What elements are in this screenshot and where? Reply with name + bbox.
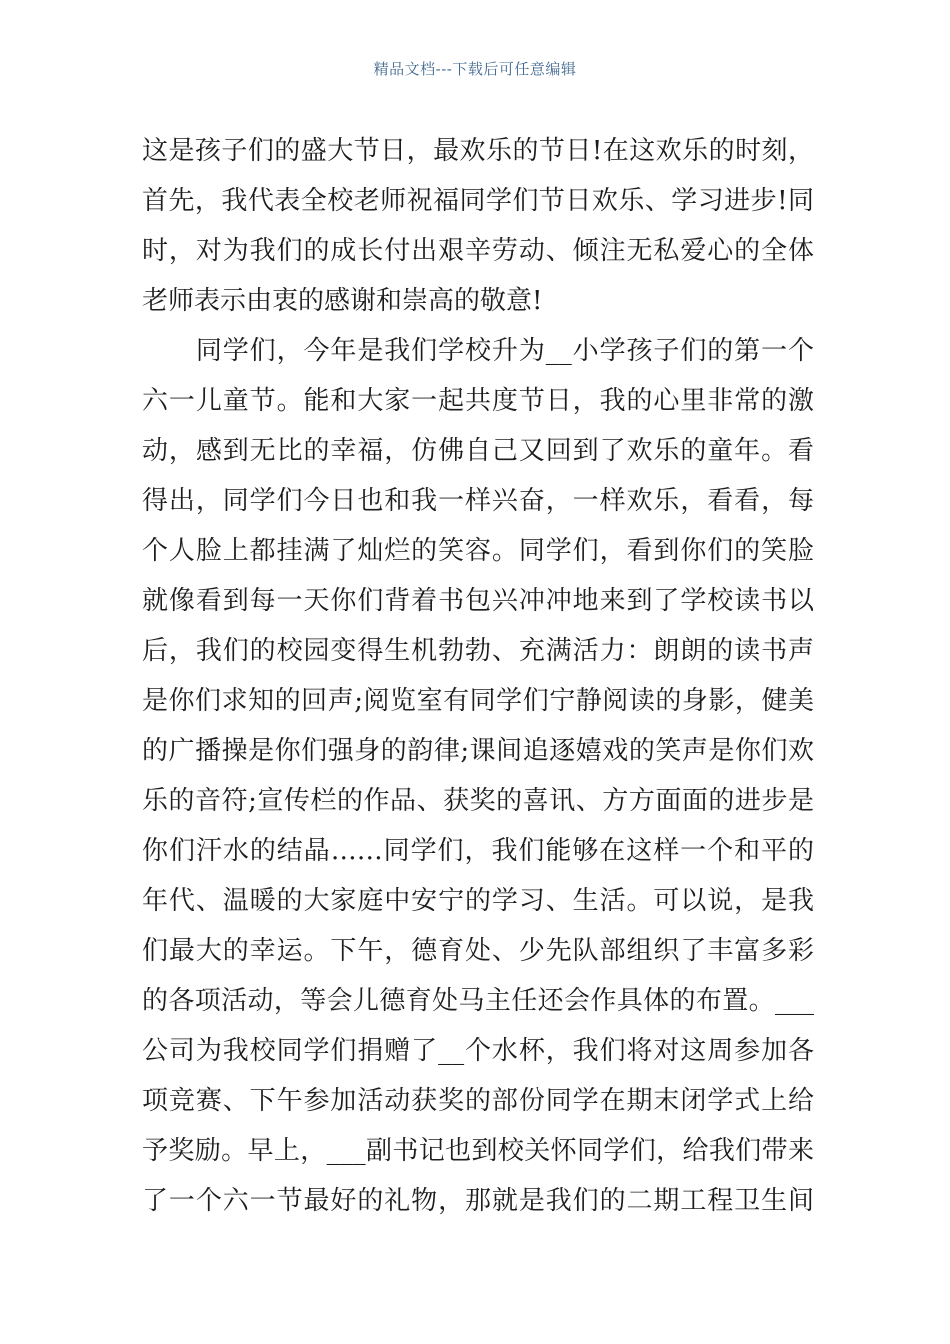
body-text-line: 公司为我校同学们捐赠了__个水杯，我们将对这周参加各: [142, 1036, 814, 1066]
body-text-line: 时，对为我们的成长付出艰辛劳动、倾注无私爱心的全体: [142, 236, 814, 266]
body-text-line: 就像看到每一天你们背着书包兴冲冲地来到了学校读书以: [142, 586, 814, 616]
body-text-line: 予奖励。早上，___副书记也到校关怀同学们，给我们带来: [142, 1136, 814, 1166]
body-text-line: 老师表示由衷的感谢和崇高的敬意!: [142, 286, 543, 316]
body-text-line: 项竞赛、下午参加活动获奖的部份同学在期末闭学式上给: [142, 1086, 814, 1116]
body-text-line: 六一儿童节。能和大家一起共度节日，我的心里非常的激: [142, 386, 814, 416]
body-text-line: 首先，我代表全校老师祝福同学们节日欢乐、学习进步!同: [142, 186, 814, 216]
body-text-line: 了一个六一节最好的礼物，那就是我们的二期工程卫生间: [142, 1186, 814, 1216]
body-text-line: 是你们求知的回声;阅览室有同学们宁静阅读的身影，健美: [142, 686, 814, 716]
body-text-line: 们最大的幸运。下午，德育处、少先队部组织了丰富多彩: [142, 936, 814, 966]
body-text-line: 的各项活动，等会儿德育处马主任还会作具体的布置。___: [142, 986, 814, 1016]
body-text-line: 这是孩子们的盛大节日，最欢乐的节日!在这欢乐的时刻，: [142, 136, 814, 166]
body-text-line: 个人脸上都挂满了灿烂的笑容。同学们，看到你们的笑脸: [142, 536, 814, 566]
body-text-line: 同学们，今年是我们学校升为__小学孩子们的第一个: [142, 336, 814, 366]
body-text-line: 得出，同学们今日也和我一样兴奋，一样欢乐，看看，每: [142, 486, 814, 516]
body-text-line: 动，感到无比的幸福，仿佛自己又回到了欢乐的童年。看: [142, 436, 814, 466]
body-text-line: 后，我们的校园变得生机勃勃、充满活力：朗朗的读书声: [142, 636, 814, 666]
body-text-line: 年代、温暖的大家庭中安宁的学习、生活。可以说，是我: [142, 886, 814, 916]
body-text-line: 的广播操是你们强身的韵律;课间追逐嬉戏的笑声是你们欢: [142, 736, 814, 766]
body-text-line: 你们汗水的结晶……同学们，我们能够在这样一个和平的: [142, 836, 814, 866]
body-text-line: 乐的音符;宣传栏的作品、获奖的喜讯、方方面面的进步是: [142, 786, 814, 816]
document-body: [142, 126, 814, 1226]
document-header-text: 精品文档---下载后可任意编辑: [373, 60, 577, 78]
